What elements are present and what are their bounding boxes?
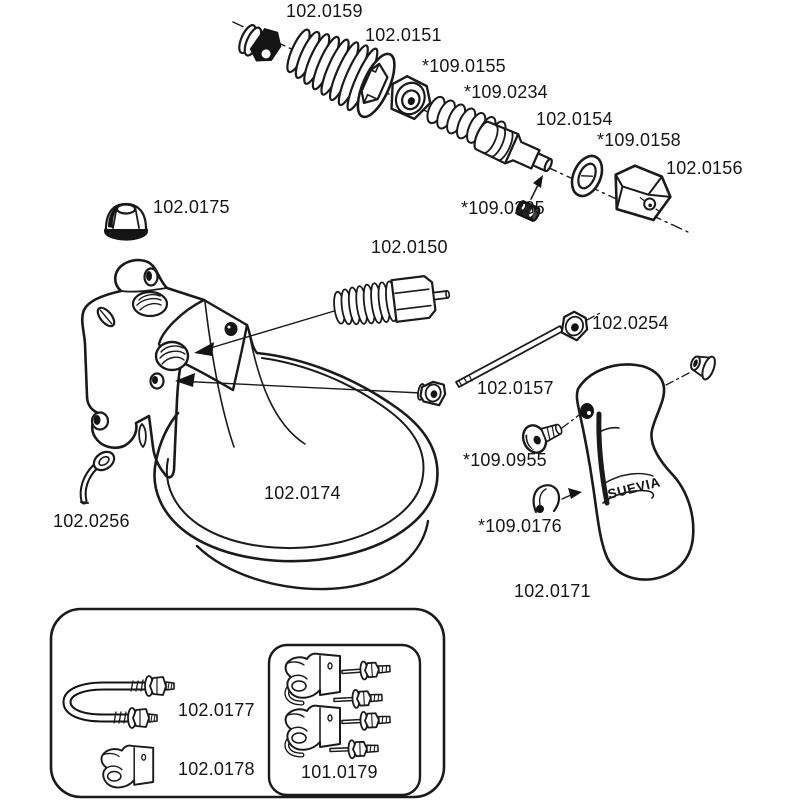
clamp-102-0178 <box>102 746 154 788</box>
pin-102-0256 <box>81 448 118 503</box>
part-label-102-0254: 102.0254 <box>592 313 669 333</box>
part-label-102-0256: 102.0256 <box>53 511 130 531</box>
clip-109-0176 <box>534 485 582 513</box>
paddle-hole <box>580 403 594 419</box>
part-label-102-0151: 102.0151 <box>365 25 442 45</box>
arrow-head <box>533 175 543 188</box>
part-label-102-0175: 102.0175 <box>153 197 230 217</box>
bowl-skirt <box>197 521 428 589</box>
suevia-logo-text: SUEVIA <box>606 474 663 502</box>
part-label-109-0235: *109.0235 <box>461 198 545 218</box>
part-label-101-0179: 101.0179 <box>301 762 378 782</box>
paddle-102-0171 <box>577 364 693 579</box>
part-label-109-0176: *109.0176 <box>478 516 562 536</box>
lock-nut-102-0157 <box>416 380 446 406</box>
part-label-109-0158: *109.0158 <box>597 130 681 150</box>
rod-nut-102-0254 <box>558 309 592 342</box>
part-label-102-0154: 102.0154 <box>536 109 613 129</box>
part-label-102-0171: 102.0171 <box>514 581 591 601</box>
part-label-102-0174: 102.0174 <box>264 483 341 503</box>
part-label-102-0150: 102.0150 <box>371 237 448 257</box>
part-label-109-0234: *109.0234 <box>464 82 548 102</box>
paddle-body <box>577 364 693 579</box>
bowl-outer-rim <box>154 353 437 561</box>
part-label-102-0177: 102.0177 <box>178 700 255 720</box>
part-label-109-0955: *109.0955 <box>463 450 547 470</box>
part-label-102-0156: 102.0156 <box>666 158 743 178</box>
clip-arrow <box>568 488 582 499</box>
panel-bolt-hole <box>225 322 238 336</box>
dome-nut-102-0175 <box>105 204 147 240</box>
part-label-102-0159: 102.0159 <box>286 1 363 21</box>
part-label-109-0155: *109.0155 <box>422 56 506 76</box>
hinge-slot <box>139 424 146 447</box>
part-label-102-0178: 102.0178 <box>178 759 255 779</box>
part-label-102-0157: 102.0157 <box>477 378 554 398</box>
pointer-line-b <box>177 381 421 393</box>
washer-109-0158 <box>566 151 608 200</box>
plug-bushing <box>666 351 717 385</box>
